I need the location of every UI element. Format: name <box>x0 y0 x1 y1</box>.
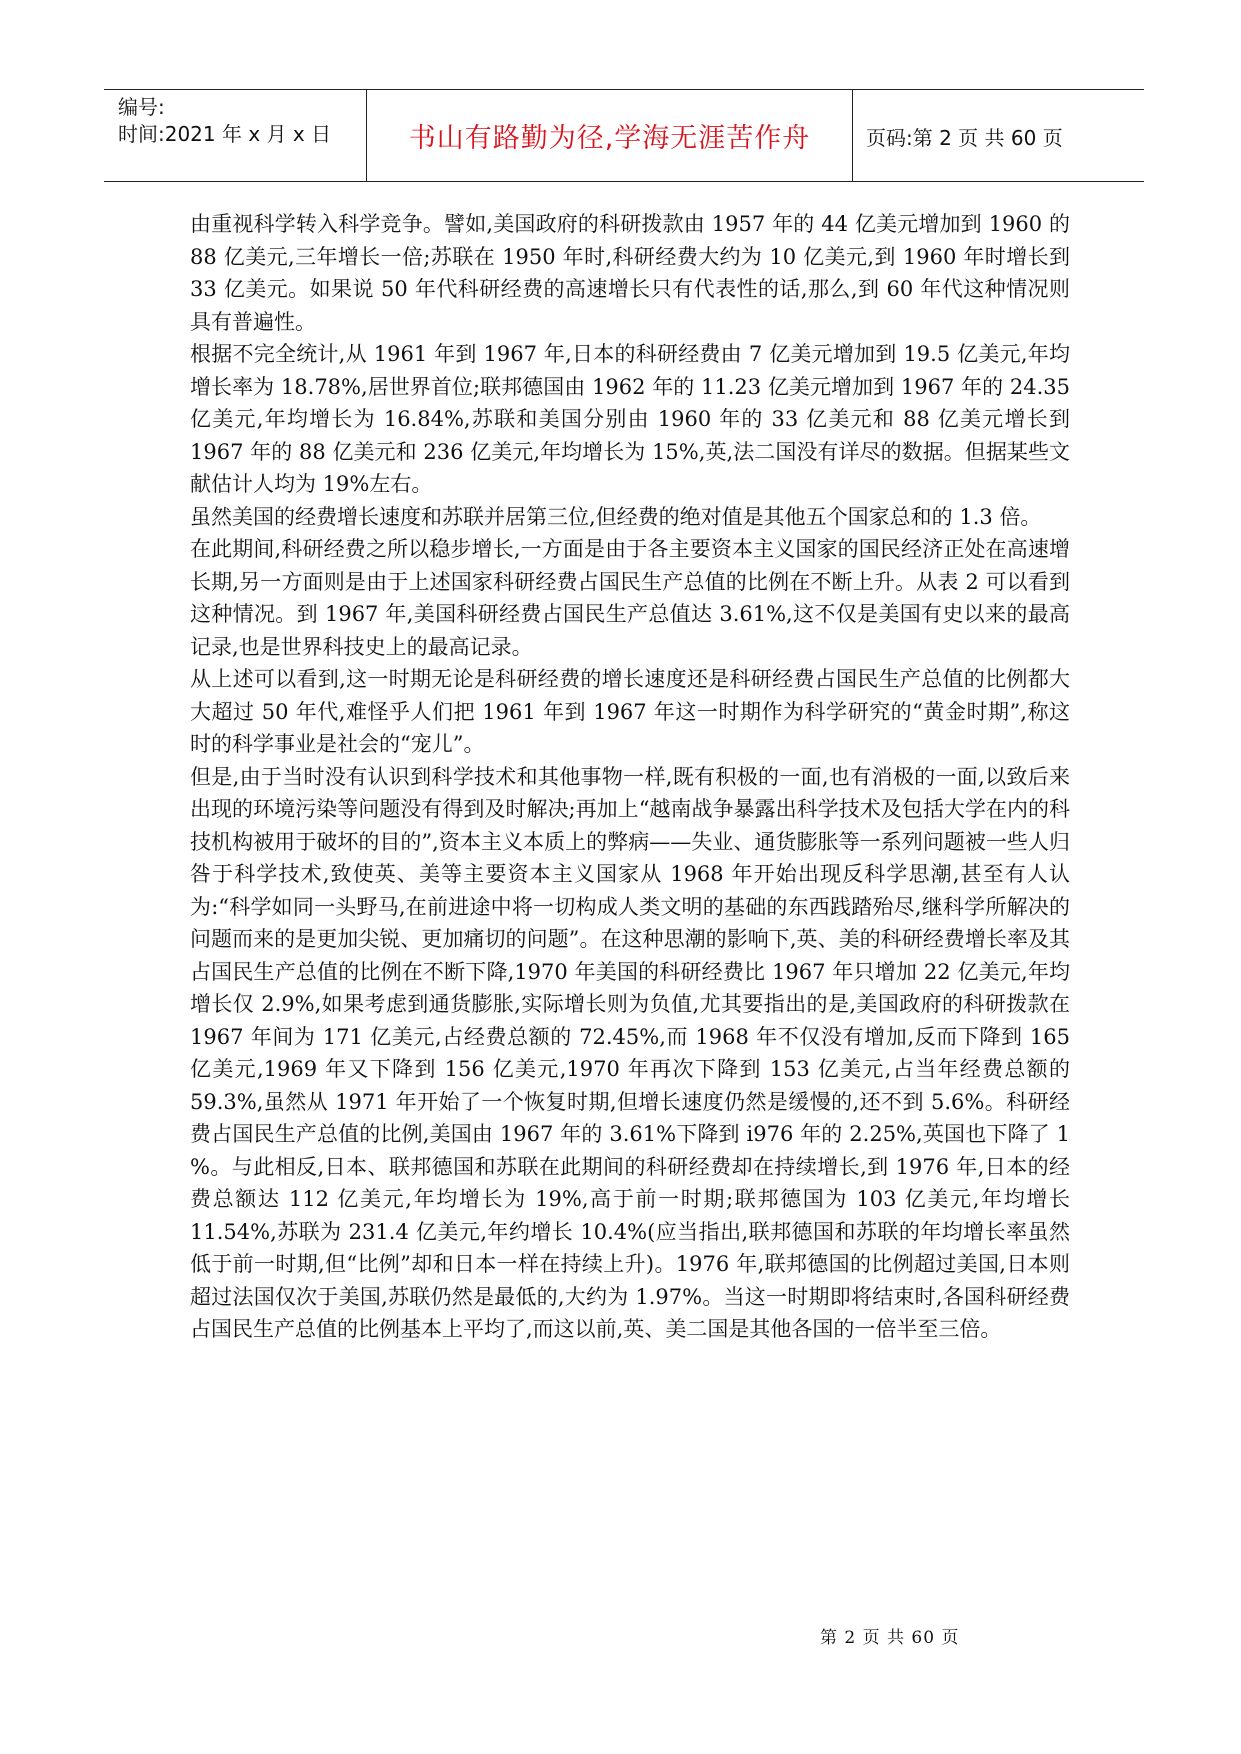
page-footer-number: 第 2 页 共 60 页 <box>820 1628 960 1648</box>
page-header <box>104 89 1144 182</box>
paragraph: 在此期间,科研经费之所以稳步增长,一方面是由于各主要资本主义国家的国民经济正处在高速增长期,另一方面则是由于上述国家科研经费占国民生产总值的比例在不断上升。从表 2 可以看到这种情况。到 1967 年,美国科研经费占国民生产总值达 3.61%,这不仅是美国有史以来的最高记录,也是世界科技史上的最高记录。 <box>190 537 1070 659</box>
document-number-label: 编号: <box>118 95 165 119</box>
header-meta <box>118 94 368 148</box>
header-page-number: 页码:第 2 页 共 60 页 <box>866 126 1063 150</box>
paragraph: 从上述可以看到,这一时期无论是科研经费的增长速度还是科研经费占国民生产总值的比例都大大超过 50 年代,难怪乎人们把 1961 年到 1967 年这一时期作为科学研究的“黄金时期”,称这时的科学事业是社会的“宠儿”。 <box>190 667 1070 756</box>
header-motto: 书山有路勤为径,学海无涯苦作舟 <box>408 123 811 154</box>
header-divider-right <box>852 90 853 181</box>
paragraph: 由重视科学转入科学竞争。譬如,美国政府的科研拨款由 1957 年的 44 亿美元增加到 1960 的 88 亿美元,三年增长一倍;苏联在 1950 年时,科研经费大约为 10 亿美元,到 1960 年时增长到 33 亿美元。如果说 50 年代科研经费的高速增长只有代表性的话,那么,到 60 年代这种情况则具有普遍性。 <box>190 212 1070 334</box>
paragraph: 虽然美国的经费增长速度和苏联并居第三位,但经费的绝对值是其他五个国家总和的 1.3 倍。 <box>190 504 1042 529</box>
document-body <box>190 208 1070 1346</box>
paragraph: 根据不完全统计,从 1961 年到 1967 年,日本的科研经费由 7 亿美元增加到 19.5 亿美元,年均增长率为 18.78%,居世界首位;联邦德国由 1962 年的 11.23 亿美元增加到 1967 年的 24.35 亿美元,年均增长为 16.84%,苏联和美国分别由 1960 年的 33 亿美元和 88 亿美元增长到 1967 年的 88 亿美元和 236 亿美元,年均增长为 15%,英,法二国没有详尽的数据。但据某些文献估计人均为 19%左右。 <box>190 342 1070 496</box>
document-time-label: 时间:2021 年 x 月 x 日 <box>118 122 332 146</box>
paragraph: 但是,由于当时没有认识到科学技术和其他事物一样,既有积极的一面,也有消极的一面,以致后来出现的环境污染等问题没有得到及时解决;再加上“越南战争暴露出科学技术及包括大学在内的科技机构被用于破坏的目的”,资本主义本质上的弊病——失业、通货膨胀等一系列问题被一些人归咎于科学技术,致使英、美等主要资本主义国家从 1968 年开始出现反科学思潮,甚至有人认为:“科学如同一头野马,在前进途中将一切构成人类文明的基础的东西践踏殆尽,继科学所解决的问题而来的是更加尖锐、更加痛切的问题”。在这种思潮的影响下,英、美的科研经费增长率及其占国民生产总值的比例在不断下降,1970 年美国的科研经费比 1967 年只增加 22 亿美元,年均增长仅 2.9%,如果考虑到通货膨胀,实际增长则为负值,尤其要指出的是,美国政府的科研拨款在 1967 年间为 171 亿美元,占经费总额的 72.45%,而 1968 年不仅没有增加,反而下降到 165 亿美元,1969 年又下降到 156 亿美元,1970 年再次下降到 153 亿美元,占当年经费总额的 59.3%,虽然从 1971 年开始了一个恢复时期,但增长速度仍然是缓慢的,还不到 5.6%。科研经费占国民生产总值的比例,美国由 1967 年的 3.61%下降到 i976 年的 2.25%,英国也下降了 1 %。与此相反,日本、联邦德国和苏联在此期间的科研经费却在持续增长,到 1976 年,日本的经费总额达 112 亿美元,年均增长为 19%,高于前一时期;联邦德国为 103 亿美元,年均增长 11.54%,苏联为 231.4 亿美元,年约增长 10.4%(应当指出,联邦德国和苏联的年均增长率虽然低于前一时期,但“比例”却和日本一样在持续上升)。1976 年,联邦德国的比例超过美国,日本则超过法国仅次于美国,苏联仍然是最低的,大约为 1.97%。当这一时期即将结束时,各国科研经费占国民生产总值的比例基本上平均了,而这以前,英、美二国是其他各国的一倍半至三倍。 <box>190 764 1070 1341</box>
